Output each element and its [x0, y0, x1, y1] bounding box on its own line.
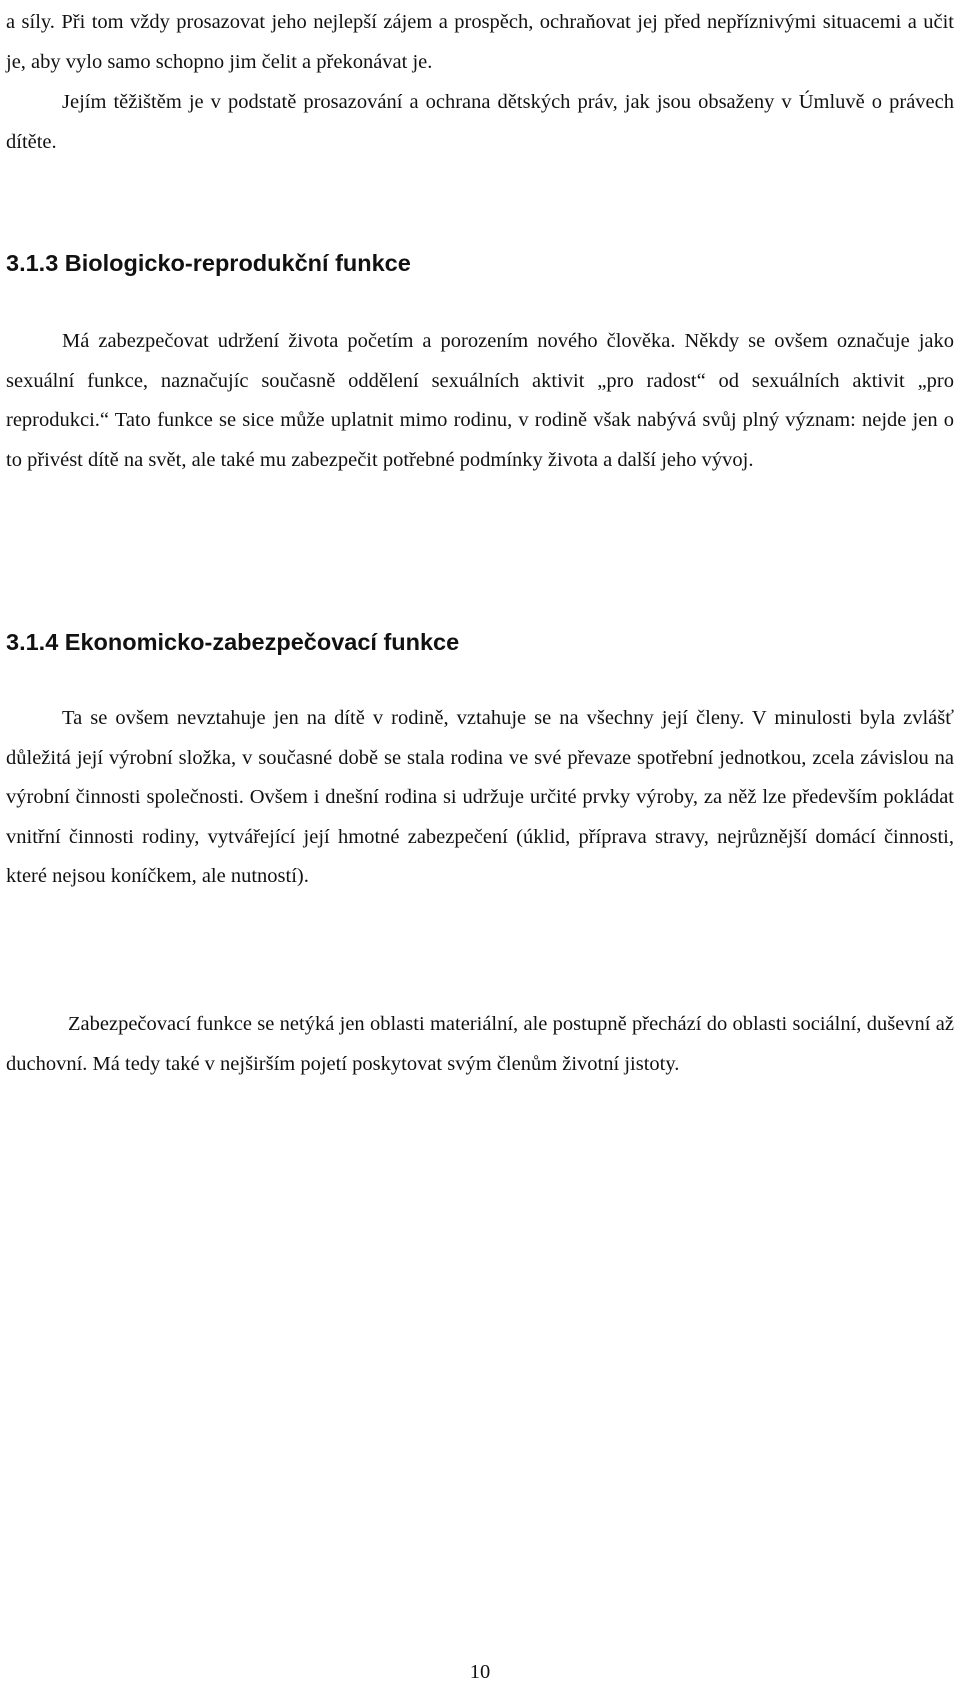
paragraph-childrens-rights: Jejím těžištěm je v podstatě prosazování a ochrana dětských práv, jak jsou obsaženy v Úmluvě o právech dítěte. [6, 91, 954, 153]
paragraph-security-function: Zabezpečovací funkce se netýká jen oblasti materiální, ale postupně přechází do oblasti sociální, duševní až duchovní. Má tedy také v nejširším pojetí poskytovat svým členům životní jistoty. [6, 1013, 954, 1075]
paragraph-economic-security: Ta se ovšem nevztahuje jen na dítě v rodině, vztahuje se na všechny její členy. V minulosti byla zvlášť důležitá její výrobní složka, v současné době se stala rodina ve své převaze spotřební jednotkou, zcela závislou na výrobní činnosti společnosti. Ovšem i dnešní rodina si udržuje určité prvky výroby, za něž lze především pokládat vnitřní činnosti rodiny, vytvářející její hmotné zabezpečení (úklid, příprava stravy, nejrůznější domácí činnosti, které nejsou koníčkem, ale nutností). [6, 707, 954, 888]
section-heading-economic-security: 3.1.4 Ekonomicko-zabezpečovací funkce [6, 629, 460, 655]
paragraph-biological-reproductive: Má zabezpečovat udržení života početím a porozením nového člověka. Někdy se ovšem označuje jako sexuální funkce, naznačujíc současně oddělení sexuálních aktivit „pro radost“ od sexuálních aktivit „pro reprodukci.“ Tato funkce se sice může uplatnit mimo rodinu, v rodině však nabývá svůj plný význam: nejde jen o to přivést dítě na svět, ale také mu zabezpečit potřebné podmínky života a další jeho vývoj. [6, 330, 954, 471]
page-number: 10 [469, 1661, 491, 1683]
section-heading-biological-reproductive: 3.1.3 Biologicko-reprodukční funkce [6, 250, 411, 276]
paragraph-continuation: a síly. Při tom vždy prosazovat jeho nejlepší zájem a prospěch, ochraňovat jej před nepříznivými situacemi a učit je, aby vylo samo schopno jim čelit a překonávat je. [6, 11, 954, 73]
